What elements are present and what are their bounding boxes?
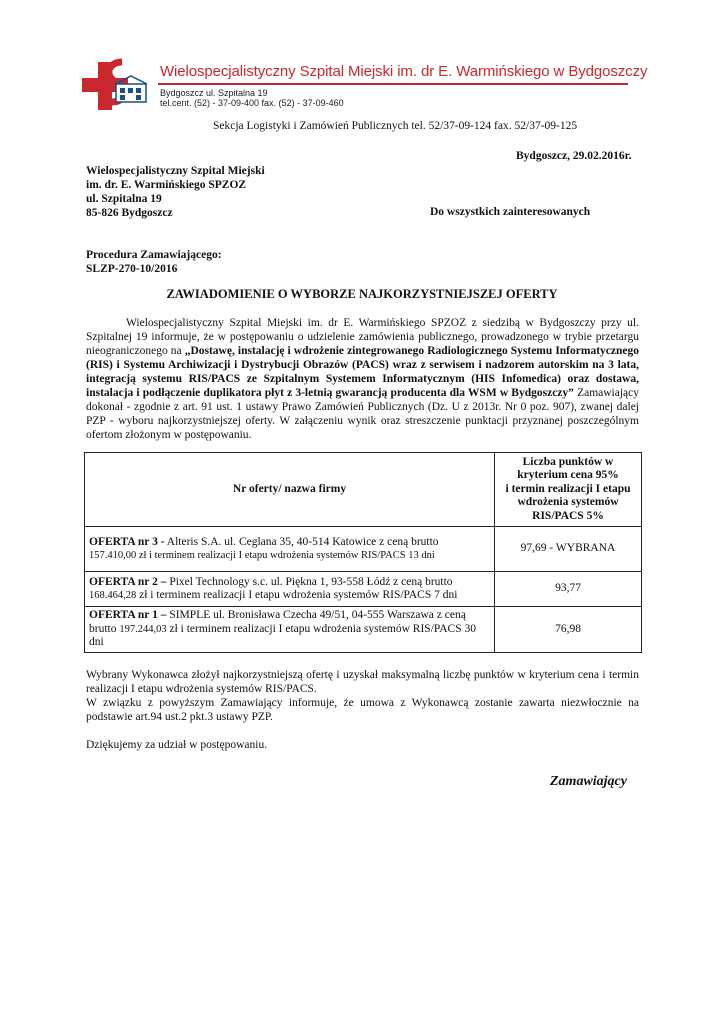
procedure-block (86, 248, 222, 276)
sender-line: im. dr. E. Warmińskiego SPZOZ (86, 179, 247, 191)
offer-text: SIMPLE ul. Bronisława Czecha 49/51, 04-555 Warszawa z ceną brutto (89, 609, 466, 635)
offer-text: Pixel Technology s.c. ul. Piękna 1, 93-558 Łódź z ceną brutto (166, 575, 453, 588)
header-text: i termin realizacji I etapu (505, 482, 631, 495)
table-row (85, 527, 642, 572)
table-header-cell (495, 453, 642, 527)
procedure-number: SLZP-270-10/2016 (86, 263, 178, 275)
closing-text: W związku z powyższym Zamawiający informuje, że umowa z Wykonawcą zostanie zawarta niezwłocznie na podstawie art.94 ust.2 pkt.3 ustawy PZP. (86, 697, 639, 723)
recipient: Do wszystkich zainteresowanych (430, 206, 591, 218)
score-cell: 93,77 (495, 572, 642, 607)
offer-text: zł i terminem realizacji I etapu wdrożenia systemów RIS/PACS (136, 550, 409, 561)
signature: Zamawiający (550, 774, 627, 789)
thanks-line: Dziękujemy za udział w postępowaniu. (86, 739, 268, 751)
header-divider (158, 83, 628, 85)
procedure-label: Procedura Zamawiającego: (86, 249, 222, 261)
offer-text: zł i terminem realizacji I etapu wdrożenia systemów RIS/PACS 30 dni (89, 622, 476, 648)
sender-line: 85-826 Bydgoszcz (86, 207, 173, 219)
closing-text: Wybrany Wykonawca złożył najkorzystniejszą ofertę i uzyskał maksymalną liczbę punktów w kryterium cena i termin realizacji I etapu wdrożenia systemów RIS/PACS. (86, 669, 639, 695)
header-text: wdrożenia systemów (517, 496, 619, 509)
table-row (85, 572, 642, 607)
offer-label: OFERTA nr 2 – (89, 575, 167, 588)
body-text: Wielospecjalistyczny Szpital Miejski im. dr E. Warmińskiego SPZOZ z siedzibą w Bydgoszczy przy ul. Szpitalnej 19 informuje, że w postępowaniu o udzielenie zamówienia publicznego, prowadzonego w trybie przetargu nieograniczonego na (86, 317, 639, 357)
offer-text: Alteris S.A. ul. Ceglana 35, 40-514 Katowice z ceną brutto (164, 535, 439, 548)
body-bold-text: „Dostawę, instalację i wdrożenie zintegrowanego Radiologicznego Systemu Informatycznego (RIS) i Systemu Archiwizacji i Dystrybucji Obrazów (PACS) wraz z serwisem i nadzorem autorskim na 3 lata, integracją systemu RIS/PACS ze Szpitalnym Systemem Informatycznym (HIS Infomedica) oraz dostawa, instalacja i podłączenie duplikatora płyt z 3-letnią gwarancją producenta dla WSM w Bydgoszczy” (86, 345, 639, 399)
address-line: Bydgoszcz ul. Szpitalna 19 (160, 88, 268, 98)
offer-cell (85, 607, 495, 653)
table-header-row (85, 453, 642, 527)
offer-days: 13 dni (408, 550, 435, 561)
offer-label: OFERTA nr 1 – (89, 609, 167, 621)
header-text: Liczba punktów w (522, 455, 614, 468)
table-row (85, 607, 642, 653)
body-text: Zamawiający dokonał - zgodnie z art. 91 ust. 1 ustawy Prawo Zamówień Publicznych (Dz. U z 2013r. Nr 0 poz. 907), zwanej dalej PZP - wyboru najkorzystniejszej oferty. W załączeniu wynik oraz streszczenie punktacji przyznanej poszczególnym ofertom złożonym w postępowaniu. (86, 387, 640, 441)
score-cell: 97,69 - WYBRANA (495, 527, 642, 572)
hospital-address (160, 88, 344, 108)
sender-block (86, 164, 265, 220)
offer-price: 157.410,00 (89, 550, 137, 561)
offer-price: 168.464,28 (89, 590, 137, 601)
hospital-name: Wielospecjalistyczny Szpital Miejski im. dr E. Warmińskiego w Bydgoszczy (160, 63, 648, 80)
closing-paragraph (86, 668, 639, 696)
body-paragraph (86, 316, 639, 442)
offer-cell (85, 572, 495, 607)
offer-cell (85, 527, 495, 572)
header-text: kryterium cena 95% (517, 469, 619, 482)
offer-price: 197.244,03 (119, 623, 167, 635)
score-cell: 76,98 (495, 607, 642, 653)
document-date: Bydgoszcz, 29.02.2016r. (516, 150, 632, 162)
header-text: RIS/PACS 5% (532, 509, 604, 522)
sender-line: ul. Szpitalna 19 (86, 193, 162, 205)
offer-text: zł i terminem realizacji I etapu wdrożenia systemów RIS/PACS 7 dni (136, 589, 458, 601)
section-line: Sekcja Logistyki i Zamówień Publicznych tel. 52/37-09-124 fax. 52/37-09-125 (213, 120, 578, 132)
closing-paragraphs (86, 668, 639, 724)
offers-table (84, 452, 642, 653)
table-header-cell: Nr oferty/ nazwa firmy (85, 453, 495, 527)
offer-label: OFERTA nr 3 - (89, 535, 165, 548)
hospital-logo-icon (82, 56, 156, 120)
closing-paragraph (86, 696, 639, 724)
sender-line: Wielospecjalistyczny Szpital Miejski (86, 165, 265, 177)
phone-line: tel.cent. (52) - 37-09-400 fax. (52) - 37-09-460 (160, 98, 344, 108)
document-title: ZAWIADOMIENIE O WYBORZE NAJKORZYSTNIEJSZEJ OFERTY (166, 287, 558, 301)
